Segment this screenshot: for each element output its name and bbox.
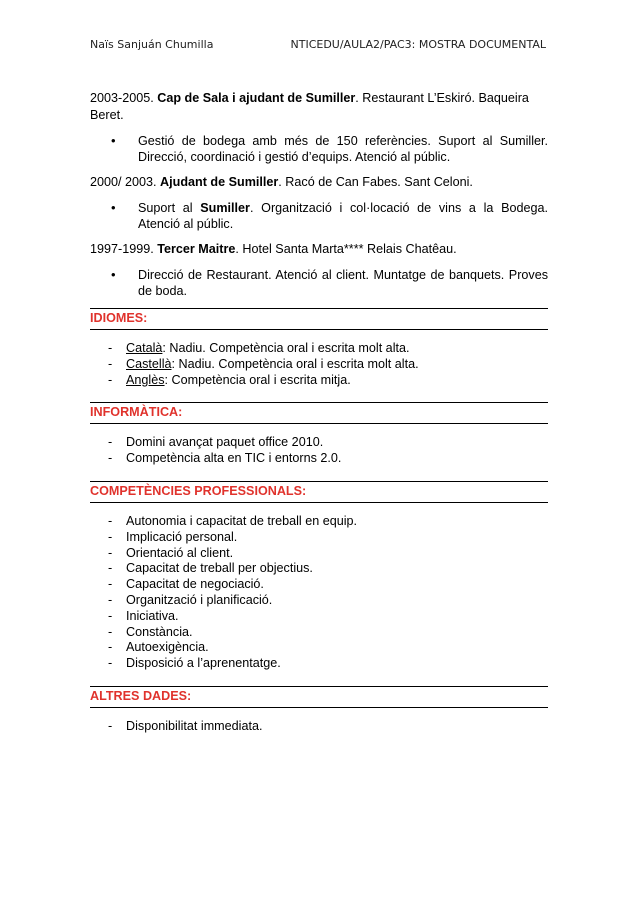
experience-title: Cap de Sala i ajudant de Sumiller: [157, 91, 356, 105]
list-item: - Implicació personal.: [90, 530, 548, 546]
language-name: Anglès: [126, 372, 165, 387]
experience-bullets: [90, 200, 548, 232]
list-item: - Capacitat de treball per objectius.: [90, 561, 548, 577]
list-item: [90, 373, 548, 389]
document-body: [90, 90, 548, 749]
experience-bullet: • Direcció de Restaurant. Atenció al client. Muntatge de banquets. Proves de boda.: [90, 267, 548, 299]
list-item: [90, 357, 548, 373]
languages-list: [90, 341, 548, 388]
language-detail: : Nadiu. Competència oral i escrita molt alta.: [171, 356, 419, 371]
header-author: Naïs Sanjuán Chumilla: [90, 38, 214, 51]
section-heading-skills: COMPETÈNCIES PROFESSIONALS:: [90, 481, 548, 503]
page-header: [90, 38, 546, 51]
it-list: [90, 435, 548, 467]
list-item: [90, 341, 548, 357]
list-item: - Competència alta en TIC i entorns 2.0.: [90, 451, 548, 467]
list-item: - Disponibilitat immediata.: [90, 719, 548, 735]
list-item: - Orientació al client.: [90, 546, 548, 562]
language-detail: : Nadiu. Competència oral i escrita molt alta.: [162, 341, 410, 355]
experience-entry: [90, 174, 548, 191]
section-heading-it: INFORMÀTICA:: [90, 402, 548, 424]
experience-bullets: [90, 267, 548, 299]
experience-place: . Hotel Santa Marta**** Relais Chatêau.: [235, 242, 457, 256]
experience-entry: [90, 241, 548, 258]
experience-bullets: [90, 133, 548, 165]
skills-list: [90, 514, 548, 672]
list-item: - Disposició a l’aprenentatge.: [90, 656, 548, 672]
list-item: - Domini avançat paquet office 2010.: [90, 435, 548, 451]
section-heading-languages: IDIOMES:: [90, 308, 548, 330]
list-item: - Autoexigència.: [90, 640, 548, 656]
list-item: - Capacitat de negociació.: [90, 577, 548, 593]
list-item: - Autonomia i capacitat de treball en equip.: [90, 514, 548, 530]
experience-dates: 2003-2005.: [90, 91, 154, 105]
bullet-text: Suport al: [138, 201, 201, 215]
language-name: Castellà: [126, 356, 172, 371]
experience-bullet: • Gestió de bodega amb més de 150 referències. Suport al Sumiller. Direcció, coordinació i gestió d’equips. Atenció al públic.: [90, 133, 548, 165]
bullet-text: . Organització i col·locació de vins a la Bodega. Atenció al públic.: [138, 201, 548, 231]
experience-title: Tercer Maitre: [157, 242, 236, 256]
other-list: [90, 719, 548, 735]
section-heading-other: ALTRES DADES:: [90, 686, 548, 708]
experience-bullet: [90, 200, 548, 232]
experience-place: . Restaurant L’Eskiró. Baqueira Beret.: [90, 91, 529, 122]
experience-place: . Racó de Can Fabes. Sant Celoni.: [278, 175, 473, 189]
list-item: - Organització i planificació.: [90, 593, 548, 609]
experience-title: Ajudant de Sumiller: [160, 175, 279, 189]
language-detail: : Competència oral i escrita mitja.: [164, 372, 351, 387]
list-item: - Iniciativa.: [90, 609, 548, 625]
language-name: Català: [126, 341, 163, 355]
experience-entry: [90, 90, 548, 124]
bullet-bold-text: Sumiller: [200, 201, 250, 215]
header-reference: NTICEDU/AULA2/PAC3: MOSTRA DOCUMENTAL: [290, 38, 546, 51]
list-item: - Constància.: [90, 625, 548, 641]
experience-dates: 2000/ 2003.: [90, 175, 157, 189]
experience-dates: 1997-1999.: [90, 242, 154, 256]
